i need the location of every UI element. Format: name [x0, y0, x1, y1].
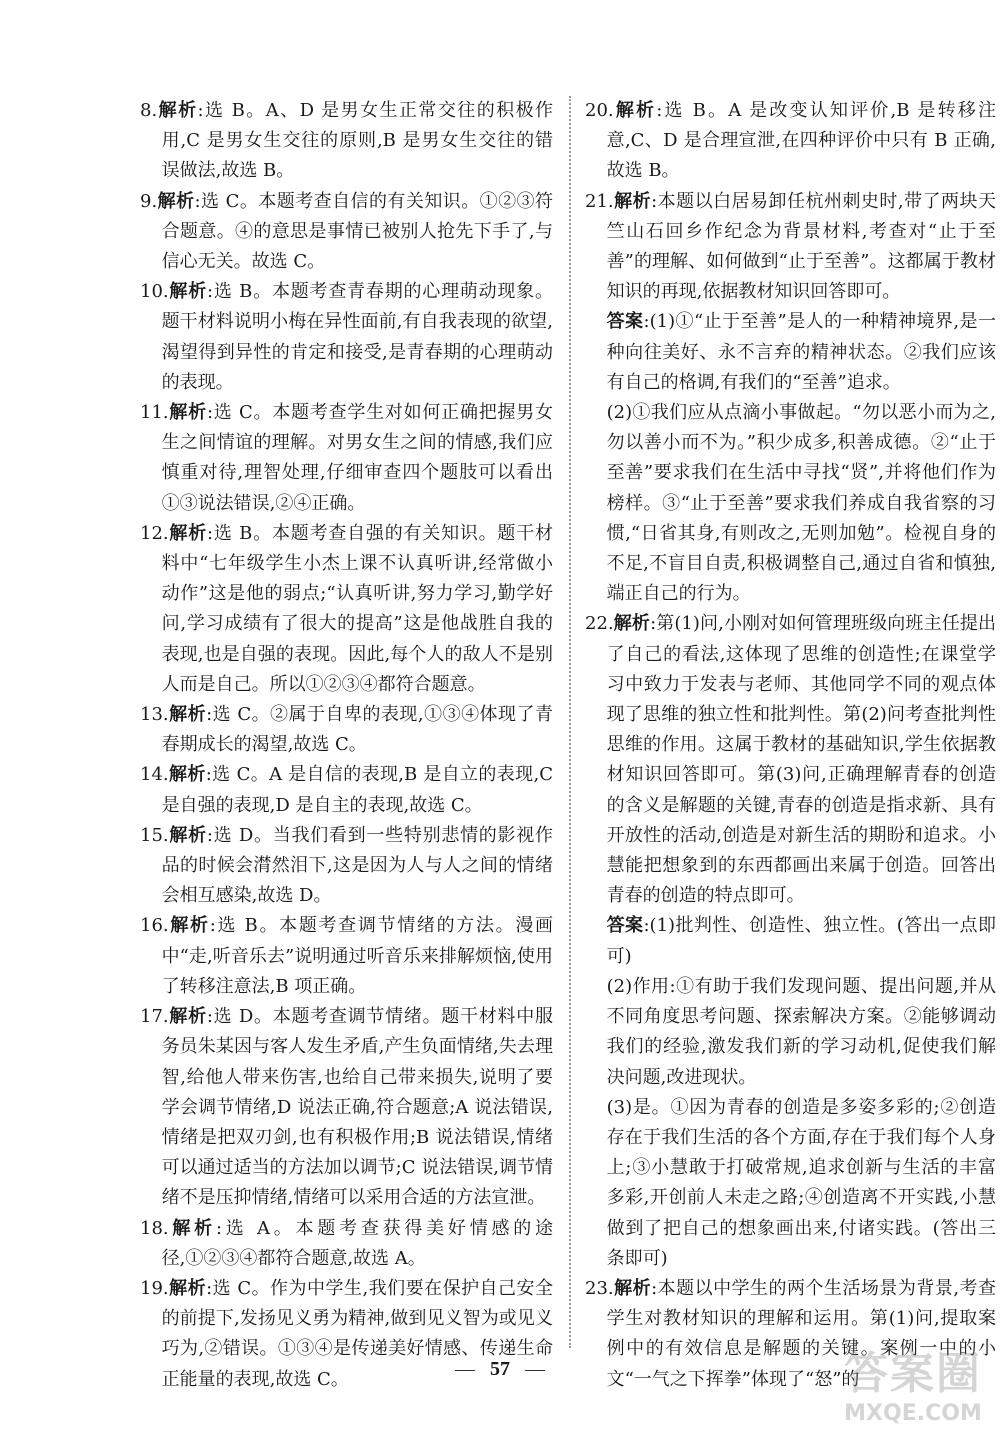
answer-entry-18 — [140, 1214, 553, 1274]
answer-label: 答案 — [606, 311, 644, 333]
analysis-label: 解析 — [613, 100, 657, 121]
page-number: 57 — [490, 1358, 510, 1380]
question-number: 14. — [140, 764, 169, 786]
analysis-label: 解析 — [168, 1006, 207, 1028]
analysis-text: :选 A。本题考查获得美好情感的途径,①②③④都符合题意,故选 A。 — [161, 1217, 553, 1269]
question-number: 23. — [585, 1277, 614, 1299]
analysis-label: 解析 — [168, 402, 207, 424]
analysis-text: :选 B。A 是改变认知评价,B 是转移注意,C、D 是合理宣泄,在四种评价中只有 B 正确,故选 B。 — [606, 100, 996, 182]
answer-entry-21 — [585, 187, 996, 308]
analysis-text: :选 C。②属于自卑的表现,①③④体现了青春期成长的渴望,故选 C。 — [161, 704, 554, 756]
answer-entry-16 — [140, 911, 553, 1002]
question-number: 13. — [140, 704, 169, 726]
question-number: 9. — [140, 190, 158, 212]
answer-block-21 — [585, 307, 996, 398]
question-number: 12. — [140, 522, 169, 544]
footer-dash-left: — — [455, 1358, 475, 1380]
analysis-label: 解析 — [613, 190, 652, 212]
answer-entry-15 — [140, 821, 553, 912]
question-number: 22. — [585, 613, 614, 635]
analysis-text: :选 B。本题考查调节情绪的方法。漫画中“走,听音乐去”说明通过听音乐来排解烦恼,使用了转移注意法,B 项正确。 — [161, 915, 554, 997]
analysis-text: :选 C。本题考查学生对如何正确把握男女生之间情谊的理解。对男女生之间的情感,我们应慎重对待,理智处理,仔细审查四个题肢可以看出①③说法错误,②④正确。 — [161, 402, 554, 514]
analysis-text: :选 B。A、D 是男女生正常交往的积极作用,C 是男女生交往的原则,B 是男女生交往的错误做法,故选 B。 — [161, 100, 554, 182]
answer-text: :(1)批判性、创造性、独立性。(答出一点即可) — [606, 915, 996, 967]
answer-entry-10 — [140, 277, 553, 398]
question-number: 8. — [140, 100, 158, 121]
answer-part-22-2: (2)作用:①有助于我们发现问题、提出问题,并从不同角度思考问题、探索解决方案。②能够调动我们的经验,激发我们新的学习动机,促使我们解决问题,改进现状。 — [606, 975, 996, 1088]
answer-entry-22 — [585, 609, 996, 911]
answer-entry-12 — [140, 519, 553, 700]
analysis-text: :第(1)问,小刚对如何管理班级向班主任提出了自己的看法,这体现了思维的创造性;在课堂学习中致力于发表与老师、其他同学不同的观点体现了思维的独立性和批判性。第(2)问考查批判性思维的作用。这属于教材的基础知识,学生依据教材知识回答即可。第(3)问,正确理解青春的创造的含义是解题的关键,青春的创造是指求新、具有开放性的活动,创造是对新生活的期盼和追求。小慧能把想象到的东西都画出来属于创造。回答出青春的创造的特点即可。 — [606, 613, 996, 907]
analysis-text: :选 D。本题考查调节情绪。题干材料中服务员朱某因与客人发生矛盾,产生负面情绪,失去理智,给他人带来伤害,也给自己带来损失,说明了要学会调节情绪,D 说法正确,符合题意;A 说法错误,情绪是把双刃剑,也有积极作用;B 说法错误,情绪可以通过适当的方法加以调节;C 说法错误,调节情绪不是压抑情绪,情绪可以采用合适的方法宣泄。 — [161, 1006, 553, 1209]
question-number: 16. — [140, 915, 169, 937]
analysis-label: 解析 — [168, 824, 207, 846]
answer-entry-17 — [140, 1002, 553, 1213]
question-number: 15. — [140, 824, 169, 846]
answer-label: 答案 — [606, 915, 644, 937]
answer-entry-14 — [140, 760, 553, 820]
left-column — [140, 96, 553, 1395]
answer-text: :(1)①“止于至善”是人的一种精神境界,是一种向往美好、永不言弃的精神状态。②我们应该有自己的格调,有我们的“至善”追求。 — [606, 311, 997, 393]
analysis-text: :选 B。本题考查青春期的心理萌动现象。题干材料说明小梅在异性面前,有自我表现的欲望,渴望得到异性的肯定和接受,是青春期的心理萌动的表现。 — [161, 281, 554, 393]
watermark-url: MXQE.COM — [844, 1401, 982, 1426]
question-number: 17. — [140, 1006, 169, 1028]
analysis-text: :选 C。本题考查自信的有关知识。①②③符合题意。④的意思是事情已被别人抢先下手了,与信心无关。故选 C。 — [161, 190, 554, 273]
answer-entry-9 — [140, 187, 553, 278]
analysis-text: :选 B。本题考查自强的有关知识。题干材料中“七年级学生小杰上课不认真听讲,经常做小动作”这是他的弱点;“认真听讲,努力学习,勤学好问,学习成绩有了很大的提高”这是他战胜自我的表现,也是自强的表现。因此,每个人的敌人不是别人而是自己。所以①②③④都符合题意。 — [161, 522, 554, 695]
analysis-text: :选 C。A 是自信的表现,B 是自立的表现,C 是自强的表现,D 是自主的表现,故选 C。 — [161, 764, 553, 816]
column-divider — [569, 96, 571, 1348]
right-column — [585, 96, 996, 1395]
watermark-logo: 答案圈 — [844, 1348, 982, 1399]
question-number: 19. — [140, 1277, 169, 1299]
question-number: 10. — [140, 281, 169, 303]
analysis-label: 解析 — [168, 915, 210, 937]
analysis-label: 解析 — [168, 281, 208, 303]
answer-entry-11 — [140, 398, 553, 519]
analysis-label: 解析 — [168, 1217, 216, 1239]
answer-block-22 — [585, 911, 996, 971]
analysis-text: :本题以白居易卸任杭州刺史时,带了两块天竺山石回乡作纪念为背景材料,考查对“止于至善”的理解、如何做到“止于至善”。这都属于教材知识的再现,依据教材知识回答即可。 — [606, 190, 997, 303]
analysis-label: 解析 — [157, 100, 198, 121]
analysis-label: 解析 — [613, 1277, 652, 1299]
question-number: 18. — [140, 1217, 169, 1239]
question-number: 20. — [585, 100, 614, 121]
analysis-label: 解析 — [168, 704, 207, 726]
analysis-text: :选 D。当我们看到一些特别悲情的影视作品的时候会潸然泪下,这是因为人与人之间的情绪会相互感染,故选 D。 — [161, 824, 553, 907]
answer-entry-8 — [140, 96, 553, 187]
analysis-label: 解析 — [168, 1277, 207, 1299]
analysis-label: 解析 — [613, 613, 651, 635]
analysis-label: 解析 — [168, 522, 208, 544]
analysis-text: :选 C。作为中学生,我们要在保护自己安全的前提下,发扬见义勇为精神,做到见义智为或见义巧为,②错误。①③④是传递美好情感、传递生命正能量的表现,故选 C。 — [161, 1277, 554, 1390]
question-number: 11. — [140, 402, 169, 424]
analysis-label: 解析 — [168, 764, 206, 786]
answer-entry-20 — [585, 96, 996, 187]
answer-part-21-2: (2)①我们应从点滴小事做起。“勿以恶小而为之,勿以善小而不为。”积少成多,积善成德。②“止于至善”要求我们在生活中寻找“贤”,并将他们作为榜样。③“止于至善”要求我们养成自我省察的习惯,“日省其身,有则改之,无则加勉”。检视自身的不足,不盲目自责,积极调整自己,通过自省和慎独,端正自己的行为。 — [606, 402, 996, 605]
analysis-label: 解析 — [157, 190, 195, 212]
answer-entry-13 — [140, 700, 553, 760]
question-number: 21. — [585, 190, 614, 212]
footer-dash-right: — — [525, 1358, 545, 1380]
analysis-text: :本题以中学生的两个生活场景为背景,考查学生对教材知识的理解和运用。第(1)问,提取案例中的有效信息是解题的关键。案例一中的小文“一气之下挥拳”体现了“怒”的 — [606, 1277, 997, 1390]
watermark — [844, 1337, 982, 1426]
answer-part-22-3: (3)是。①因为青春的创造是多姿多彩的;②创造存在于我们生活的各个方面,存在于我们每个人身上;③小慧敢于打破常规,追求创新与生活的丰富多彩,开创前人未走之路;④创造离不开实践,小慧做到了把自己的想象画出来,付诸实践。(答出三条即可) — [606, 1096, 996, 1269]
